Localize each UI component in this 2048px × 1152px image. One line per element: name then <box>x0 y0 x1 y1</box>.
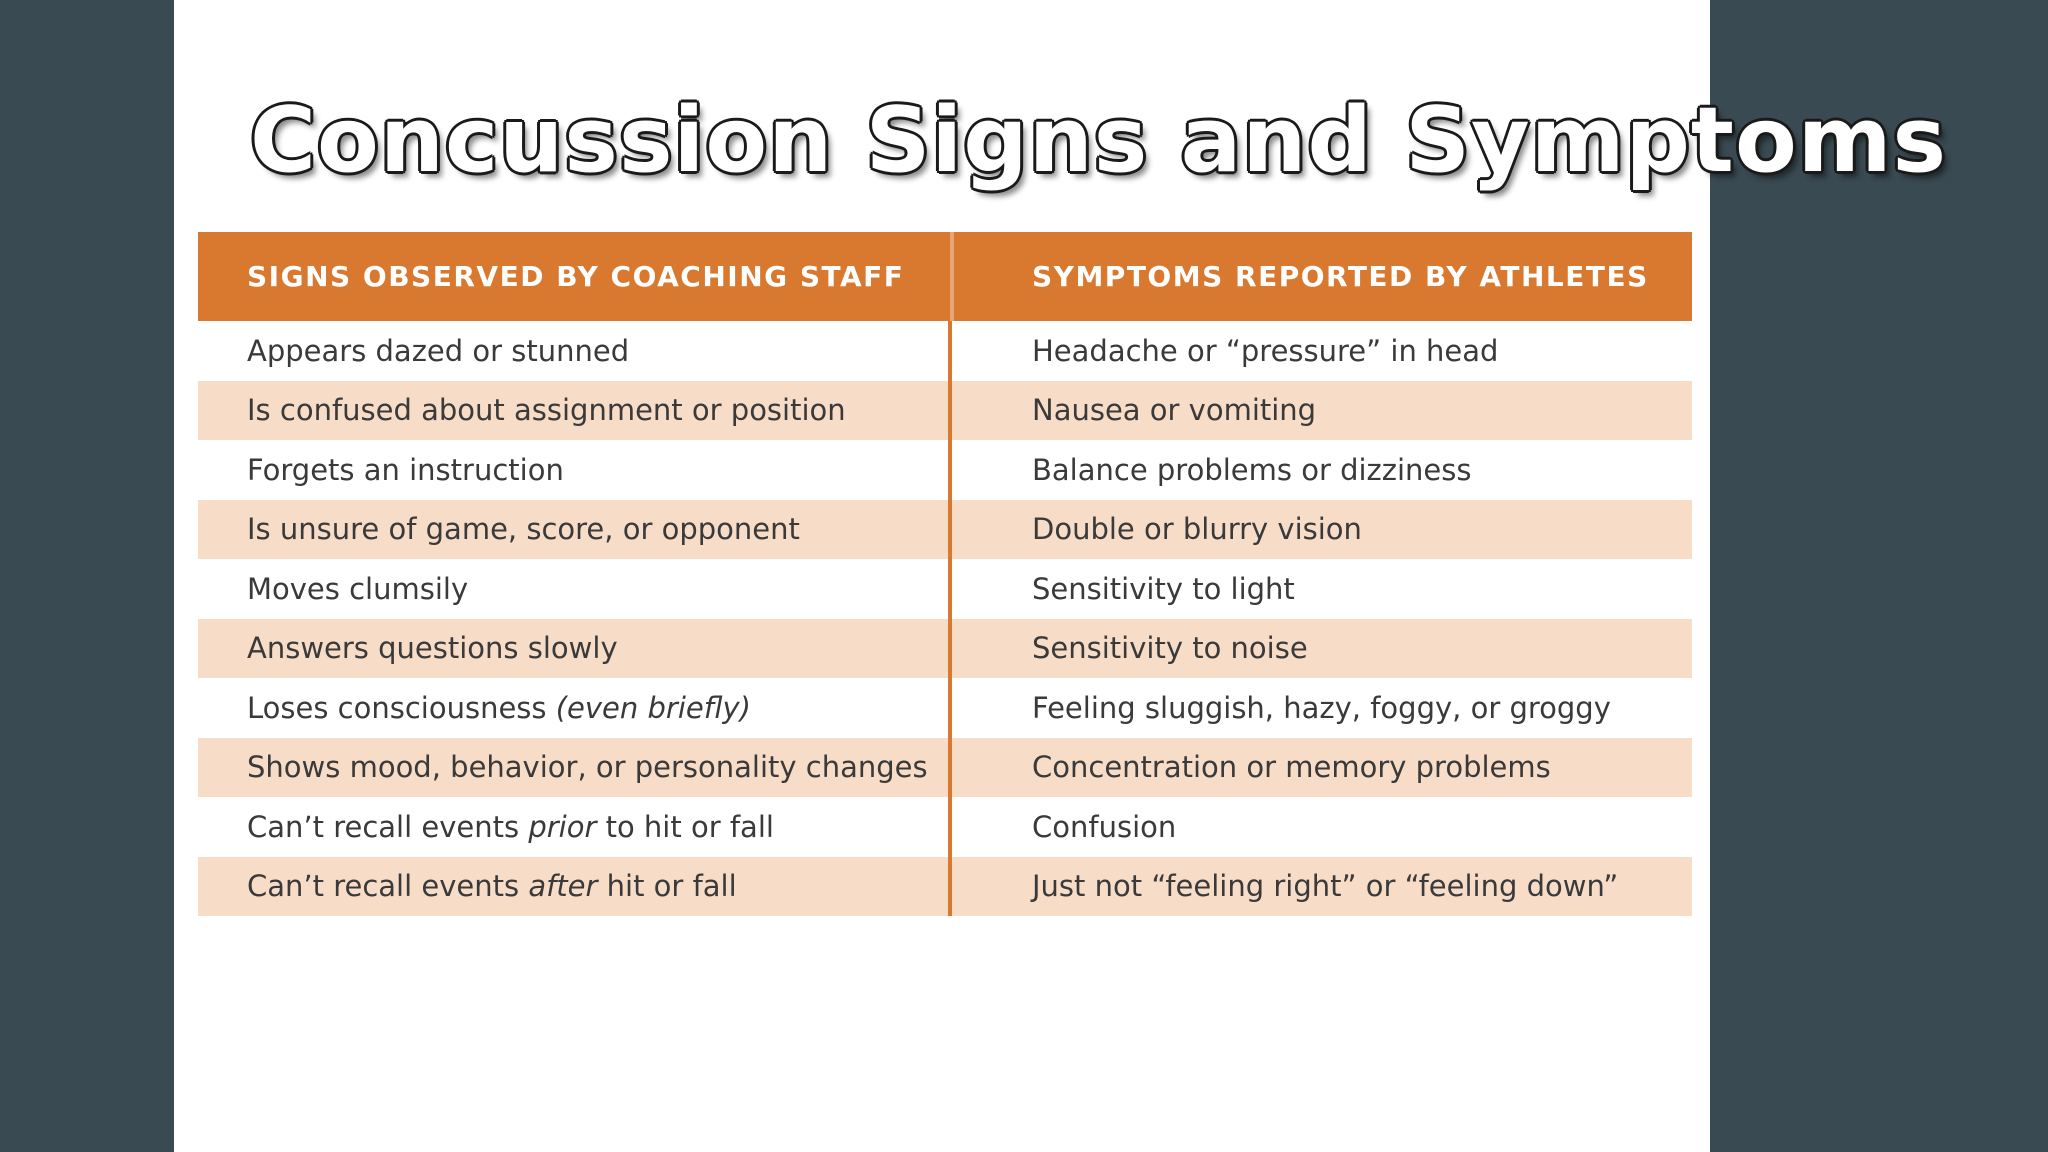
sign-text: Is confused about assignment or position <box>247 393 846 428</box>
table-row <box>198 559 1692 619</box>
sign-cell <box>198 453 950 487</box>
sign-text: to hit or fall <box>596 809 774 844</box>
sign-cell <box>198 572 950 606</box>
table-row <box>198 797 1692 857</box>
sign-text: Forgets an instruction <box>247 452 564 487</box>
symptom-cell: Confusion <box>1032 809 1177 844</box>
symptom-cell: Sensitivity to light <box>1032 571 1295 606</box>
sign-text: Answers questions slowly <box>247 631 618 666</box>
symptom-cell: Nausea or vomiting <box>1032 393 1317 428</box>
sign-text: Shows mood, behavior, or personality changes <box>247 750 928 785</box>
table-row <box>198 321 1692 381</box>
symptom-cell: Sensitivity to noise <box>1032 631 1308 666</box>
signs-symptoms-table <box>198 232 1692 916</box>
slide <box>174 0 1948 1152</box>
symptom-cell: Double or blurry vision <box>1032 512 1362 547</box>
sign-cell <box>198 750 950 784</box>
table-row <box>198 381 1692 441</box>
symptom-cell: Concentration or memory problems <box>1032 750 1551 785</box>
table-row <box>198 678 1692 738</box>
sign-cell <box>198 869 950 903</box>
sign-cell <box>198 691 950 725</box>
header-signs: SIGNS OBSERVED BY COACHING STAFF <box>247 260 905 293</box>
symptom-cell: Feeling sluggish, hazy, foggy, or groggy <box>1032 690 1611 725</box>
sign-text: Can’t recall events <box>247 869 529 904</box>
table-header-row <box>198 232 1692 321</box>
table-row <box>198 440 1692 500</box>
sign-emphasis: (even briefly) <box>555 690 751 725</box>
sign-cell <box>198 810 950 844</box>
sign-text: Appears dazed or stunned <box>247 333 630 368</box>
header-symptoms: SYMPTOMS REPORTED BY ATHLETES <box>1032 260 1649 293</box>
table-row <box>198 857 1692 917</box>
table-row <box>198 500 1692 560</box>
sign-cell <box>198 393 950 427</box>
sign-cell <box>198 631 950 665</box>
table-row <box>198 619 1692 679</box>
sign-emphasis: prior <box>528 809 597 844</box>
table-body <box>198 321 1692 916</box>
symptom-cell: Just not “feeling right” or “feeling down” <box>1032 869 1619 904</box>
sign-cell <box>198 512 950 546</box>
symptom-cell: Headache or “pressure” in head <box>1032 333 1499 368</box>
table-row <box>198 738 1692 798</box>
slide-title: Concussion Signs and Symptoms <box>250 88 1948 193</box>
sign-text: Loses consciousness <box>247 690 556 725</box>
sign-text: Moves clumsily <box>247 571 469 606</box>
sign-emphasis: after <box>528 869 598 904</box>
column-divider <box>948 321 952 916</box>
sign-text: Can’t recall events <box>247 809 529 844</box>
sign-text: Is unsure of game, score, or opponent <box>247 512 800 547</box>
sign-text: hit or fall <box>597 869 737 904</box>
sign-cell <box>198 334 950 368</box>
symptom-cell: Balance problems or dizziness <box>1032 452 1472 487</box>
